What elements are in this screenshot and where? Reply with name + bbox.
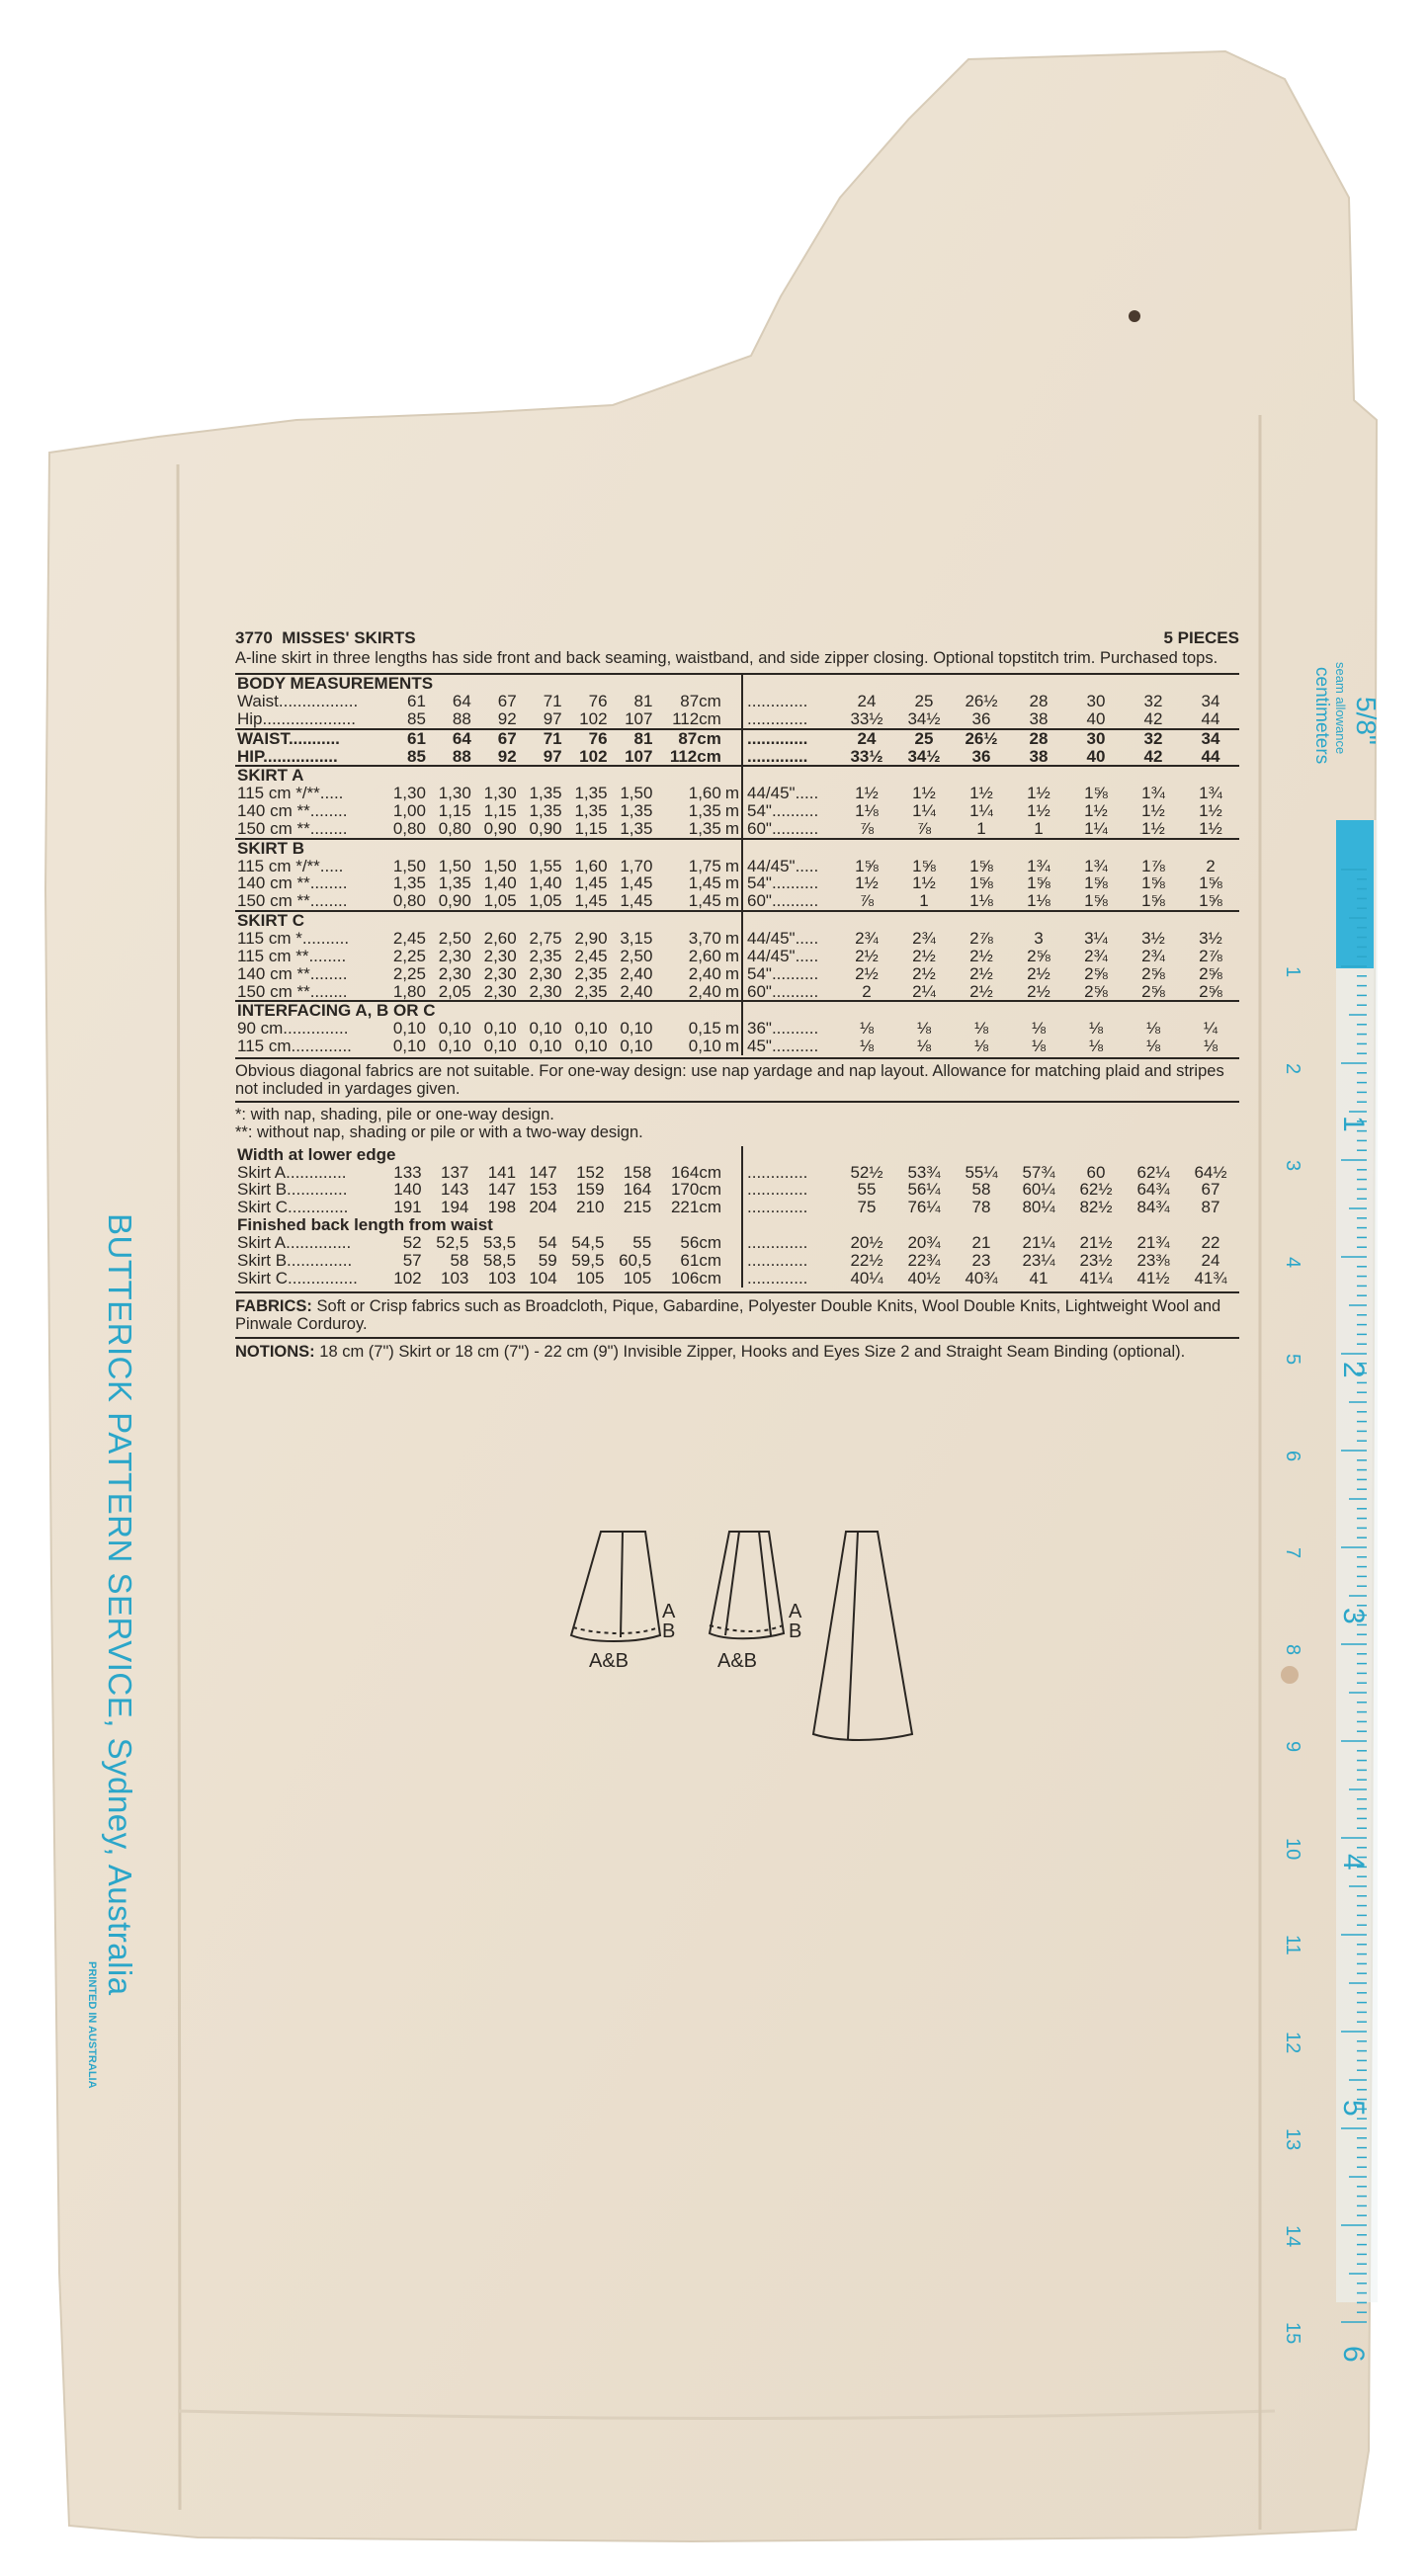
side-flap-edge	[178, 464, 180, 2510]
yardage-row: 115 cm */**..... 1,30 1,30 1,30 1,35 1,35 1,50 1,60 m 44/45"..... 1½ 1½ 1½ 1½ 1⅝ 1¾ 1¾	[237, 784, 1222, 803]
yardage-row: 150 cm **........ 0,80 0,90 1,05 1,05 1,45 1,45 1,45 m 60".......... ⅞ 1 1⅛ 1⅛ 1⅝ 1⅝ 1⅝	[237, 891, 1222, 911]
tape-fraction: 5/8"	[1351, 697, 1382, 745]
measurement-row: Skirt B............. 140 143 147 153 159 164 170cm ............. 55 56¼ 58 60¼ 62½ 64¾ 67	[237, 1180, 1220, 1200]
notions-paragraph	[235, 1337, 1239, 1361]
cm-mark: 8	[1282, 1644, 1303, 1656]
header-row	[235, 628, 1239, 647]
measurement-row: Skirt C............... 102 103 103 104 105 105 106cm ............. 40¼ 40½ 40¾ 41 41¼ 41½ 41¾	[237, 1268, 1227, 1288]
measurement-row: Skirt C............. 191 194 198 204 210 215 221cm ............. 75 76¼ 78 80¼ 82½ 84¾ 87	[237, 1198, 1220, 1217]
sketch-skirt-3	[813, 1532, 912, 1740]
notions-label: NOTIONS:	[235, 1343, 315, 1362]
pattern-title: 3770 MISSES' SKIRTS	[235, 628, 416, 647]
sketch-label-a2: A	[789, 1601, 802, 1622]
nap-note-2: **: without nap, shading or pile or with a two-way design.	[235, 1123, 643, 1142]
section-body-measurements: BODY MEASUREMENTS	[235, 674, 1239, 693]
cm-mark: 7	[1282, 1547, 1303, 1559]
cm-mark: 15	[1282, 2322, 1303, 2345]
fabrics-label: FABRICS:	[235, 1296, 312, 1315]
seam-allowance-ruler	[1253, 662, 1382, 2363]
inch-mark: 3	[1337, 1608, 1370, 1624]
sketch-skirt-2	[710, 1532, 784, 1638]
inch-mark: 6	[1337, 2346, 1370, 2363]
cm-mark: 12	[1282, 2032, 1303, 2054]
cm-mark: 13	[1282, 2128, 1303, 2151]
sketch-label-ab1: A&B	[589, 1650, 630, 1672]
measurement-row: Skirt A............. 133 137 141 147 152 158 164cm ............. 52½ 53¾ 55¼ 57¾ 60 62¼ 64½	[237, 1162, 1227, 1182]
description: A-line skirt in three lengths has side front and back seaming, waistband, and side zipper closing. Optional topstitch trim. Purchased tops.	[235, 649, 1218, 668]
measurement-row: Skirt B.............. 57 58 58,5 59 59,5 60,5 61cm ............. 22½ 22¾ 23 23¼ 23½ 23⅜ 24	[237, 1250, 1220, 1270]
section-interfacing: INTERFACING A, B OR C	[235, 1001, 1239, 1020]
cm-mark: 5	[1282, 1354, 1303, 1366]
yardage-table	[235, 673, 1239, 1055]
tape-allowance: seam allowance	[1333, 662, 1348, 755]
cm-mark: 2	[1282, 1063, 1303, 1075]
brand-text: BUTTERICK PATTERN SERVICE, Sydney, Australia	[102, 1213, 138, 1996]
fabrics-text: Soft or Crisp fabrics such as Broadcloth, Pique, Gabardine, Polyester Double Knits, Wool Double Knits, Lightweight Wool and Pinwale Corduroy.	[235, 1296, 1221, 1333]
cm-mark: 9	[1282, 1741, 1303, 1753]
garment-sketches	[561, 1527, 937, 1744]
sketch-skirt-1	[571, 1532, 660, 1641]
sketch-label-b2: B	[789, 1620, 802, 1642]
pattern-info	[235, 628, 1239, 1362]
inch-mark: 2	[1337, 1362, 1370, 1378]
diagonal-note: Obvious diagonal fabrics are not suitable. For one-way design: use nap yardage and nap layout. Allowance for matching plaid and stripes not included in yardages given.	[235, 1057, 1239, 1099]
measurement-row: Hip.................... 85 88 92 97 102 107 112cm ............. 33½ 34½ 36 38 40 42 44	[237, 708, 1220, 728]
inch-mark: 1	[1337, 1116, 1370, 1132]
section-back-length: Finished back length from waist	[235, 1216, 1239, 1234]
section-skirt-b: SKIRT B	[235, 839, 1239, 858]
yardage-row: 115 cm **........ 2,25 2,30 2,30 2,35 2,45 2,50 2,60 m 44/45"..... 2½ 2½ 2½ 2⅝ 2¾ 2¾ 2⅞	[237, 946, 1222, 965]
yardage-row: 140 cm **........ 2,25 2,30 2,30 2,30 2,35 2,40 2,40 m 54".......... 2½ 2½ 2½ 2½ 2⅝ 2⅝ 2⅝	[237, 963, 1222, 983]
yardage-row: 150 cm **........ 1,80 2,05 2,30 2,30 2,35 2,40 2,40 m 60".......... 2 2¼ 2½ 2½ 2⅝ 2⅝ 2⅝	[237, 981, 1222, 1001]
nap-note	[235, 1101, 1239, 1142]
yardage-row: 90 cm.............. 0,10 0,10 0,10 0,10 0,10 0,10 0,15 m 36".......... ⅛ ⅛ ⅛ ⅛ ⅛ ⅛ ¼	[237, 1019, 1218, 1039]
measurement-row: WAIST........... 61 64 67 71 76 81 87cm ............. 24 25 26½ 28 30 32 34	[237, 728, 1220, 748]
measurement-row: Waist................. 61 64 67 71 76 81 87cm ............. 24 25 26½ 28 30 32 34	[237, 692, 1220, 711]
nap-note-1: *: with nap, shading, pile or one-way design.	[235, 1105, 554, 1123]
yardage-row: 140 cm **........ 1,35 1,35 1,40 1,40 1,45 1,45 1,45 m 54".......... 1½ 1½ 1⅝ 1⅝ 1⅝ 1⅝ 1⅝	[237, 873, 1222, 893]
cm-mark: 14	[1282, 2225, 1303, 2248]
measurement-row: HIP................ 85 88 92 97 102 107 112cm ............. 33½ 34½ 36 38 40 42 44	[237, 746, 1220, 766]
cm-mark: 10	[1282, 1838, 1303, 1861]
cm-mark: 11	[1282, 1935, 1303, 1955]
yardage-row: 140 cm **........ 1,00 1,15 1,15 1,35 1,35 1,35 1,35 m 54".......... 1⅛ 1¼ 1¼ 1½ 1½ 1½ 1½	[237, 801, 1222, 821]
printed-note: PRINTED IN AUSTRALIA	[86, 1961, 98, 2089]
yardage-row: 115 cm............. 0,10 0,10 0,10 0,10 0,10 0,10 0,10 m 45".......... ⅛ ⅛ ⅛ ⅛ ⅛ ⅛ ⅛	[237, 1037, 1218, 1056]
fabrics-paragraph	[235, 1291, 1239, 1334]
notions-text: 18 cm (7") Skirt or 18 cm (7") - 22 cm (9") Invisible Zipper, Hooks and Eyes Size 2 and Straight Seam Binding (optional).	[319, 1343, 1186, 1362]
inch-mark: 4	[1337, 1854, 1370, 1870]
cm-mark: 6	[1282, 1451, 1303, 1462]
ruler-ticks	[1253, 692, 1382, 2363]
yardage-row: 115 cm */**..... 1,50 1,50 1,50 1,55 1,60 1,70 1,75 m 44/45"..... 1⅝ 1⅝ 1⅝ 1¾ 1¾ 1⅞ 2	[237, 856, 1216, 875]
sketch-label-a1: A	[662, 1601, 676, 1622]
finished-measurements-table	[235, 1146, 1239, 1288]
yardage-row: 150 cm **........ 0,80 0,80 0,90 0,90 1,15 1,35 1,35 m 60".......... ⅞ ⅞ 1 1 1¼ 1½ 1½	[237, 818, 1222, 838]
inch-mark: 5	[1337, 2100, 1370, 2117]
section-width-lower-edge: Width at lower edge	[235, 1146, 1239, 1164]
section-skirt-a: SKIRT A	[235, 766, 1239, 785]
tape-centimeters: centimeters	[1311, 667, 1332, 765]
sketch-label-ab2: A&B	[717, 1650, 758, 1672]
pieces-count: 5 PIECES	[1163, 628, 1239, 647]
yardage-row: 115 cm *.......... 2,45 2,50 2,60 2,75 2,90 3,15 3,70 m 44/45"..... 2¾ 2¾ 2⅞ 3 3¼ 3½ 3½	[237, 928, 1222, 948]
cm-mark: 3	[1282, 1160, 1303, 1172]
measurement-row: Skirt A.............. 52 52,5 53,5 54 54,5 55 56cm ............. 20½ 20¾ 21 21¼ 21½ 21¾ 22	[237, 1232, 1220, 1252]
cm-mark: 1	[1282, 966, 1303, 978]
sketch-label-b1: B	[662, 1620, 676, 1642]
section-skirt-c: SKIRT C	[235, 911, 1239, 930]
cm-mark: 4	[1282, 1257, 1303, 1269]
